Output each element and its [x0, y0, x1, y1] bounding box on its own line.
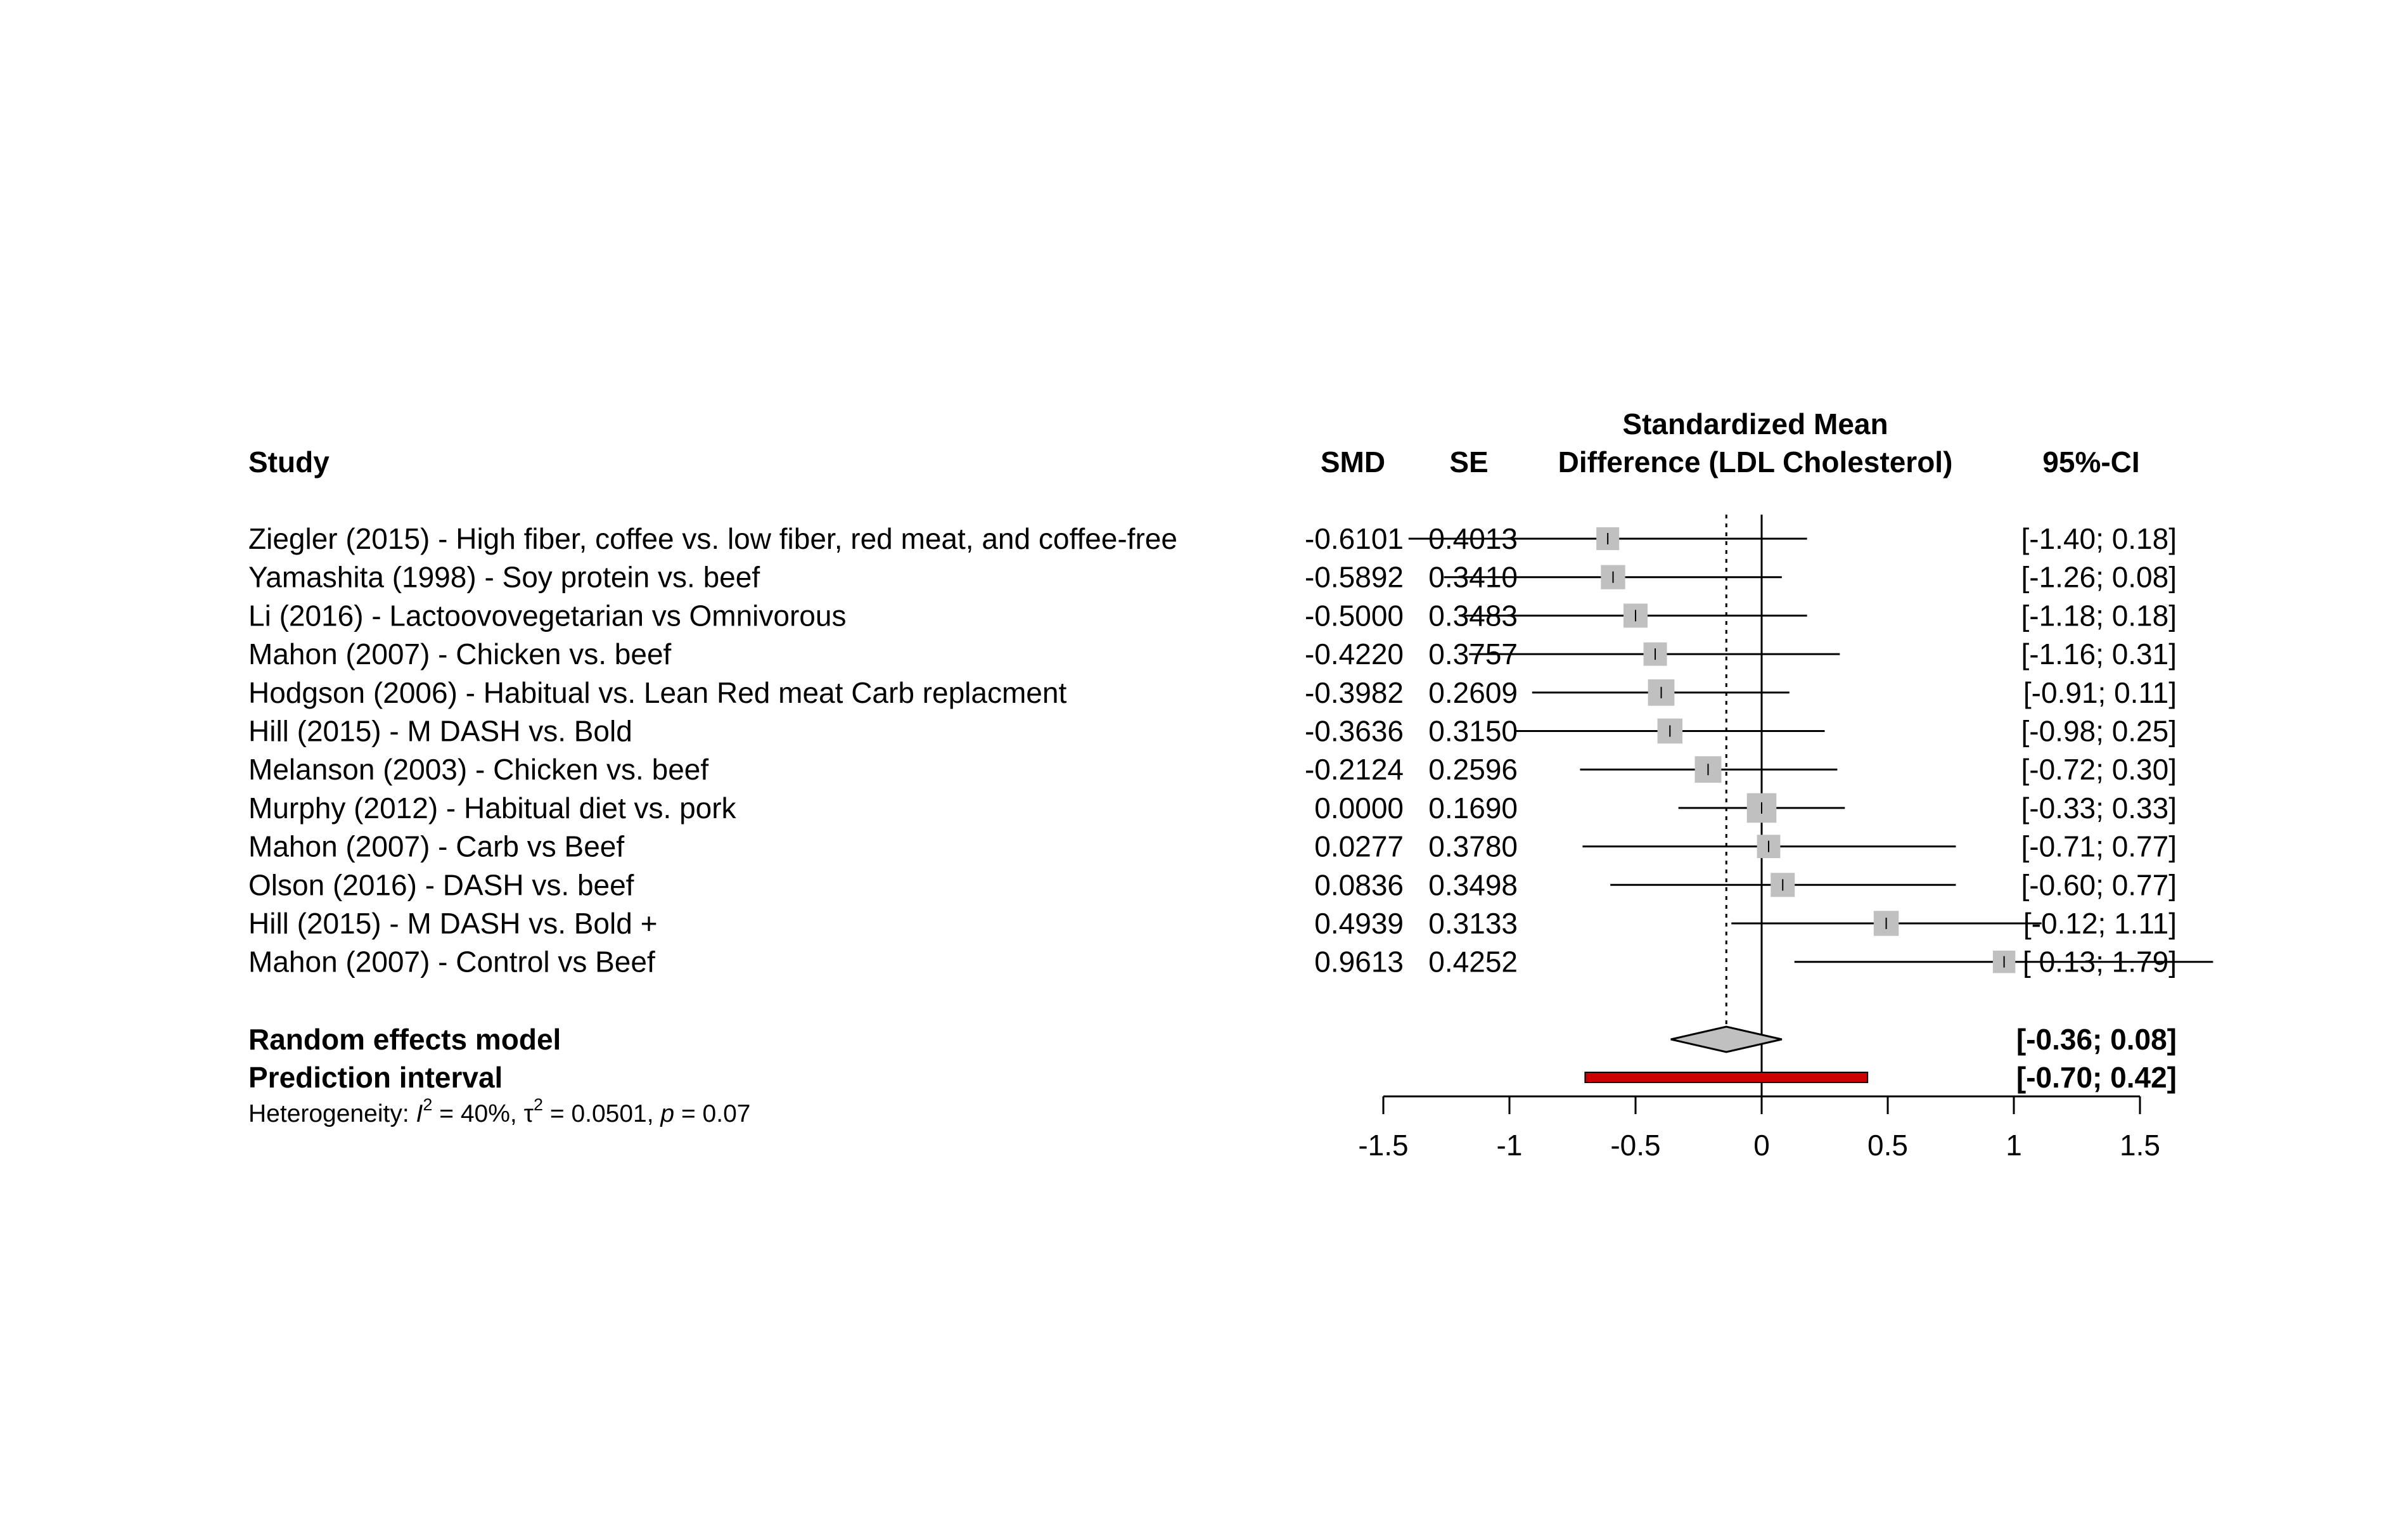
study-smd: -0.2124 [1304, 753, 1404, 786]
study-se: 0.2596 [1428, 753, 1518, 786]
study-ci: [ 0.13; 1.79] [2023, 945, 2177, 979]
x-axis-tick-label: -1.5 [1358, 1129, 1409, 1162]
x-axis-tick-label: -0.5 [1610, 1129, 1661, 1162]
heterogeneity-text [248, 1095, 750, 1127]
study-label: Mahon (2007) - Control vs Beef [248, 945, 655, 979]
study-smd: -0.3982 [1304, 676, 1404, 709]
study-se: 0.2609 [1428, 676, 1518, 709]
study-smd: -0.5000 [1304, 599, 1404, 632]
study-se: 0.3498 [1428, 868, 1518, 902]
study-se: 0.3780 [1428, 830, 1518, 863]
study-label: Ziegler (2015) - High fiber, coffee vs. low fiber, red meat, and coffee-free [248, 522, 1177, 555]
study-ci: [-0.12; 1.11] [2023, 907, 2177, 940]
het-p-symbol: p [660, 1100, 675, 1127]
study-se: 0.3483 [1428, 599, 1518, 632]
prediction-interval-label: Prediction interval [248, 1061, 503, 1094]
x-axis [1358, 1096, 2160, 1162]
header-se: SE [1449, 446, 1489, 478]
study-label: Melanson (2003) - Chicken vs. beef [248, 753, 709, 786]
study-smd: -0.6101 [1304, 522, 1404, 555]
header-study: Study [248, 446, 330, 478]
study-label: Olson (2016) - DASH vs. beef [248, 868, 634, 902]
study-se: 0.3757 [1428, 638, 1518, 671]
header-effect-line1: Standardized Mean [1622, 408, 1888, 440]
study-ci: [-1.16; 0.31] [2021, 638, 2177, 671]
random-effects-ci: [-0.36; 0.08] [2016, 1023, 2177, 1056]
study-ci: [-0.98; 0.25] [2021, 714, 2177, 748]
prediction-interval-ci: [-0.70; 0.42] [2016, 1061, 2177, 1094]
study-smd: 0.0836 [1314, 868, 1404, 902]
study-se: 0.1690 [1428, 791, 1518, 825]
study-smd: 0.0000 [1314, 791, 1404, 825]
study-label: Yamashita (1998) - Soy protein vs. beef [248, 560, 760, 594]
study-label: Hill (2015) - M DASH vs. Bold + [248, 907, 658, 940]
header-smd: SMD [1320, 446, 1386, 478]
summary-rows [248, 1023, 2177, 1094]
random-effects-diamond [1671, 1027, 1782, 1052]
study-ci: [-0.33; 0.33] [2021, 791, 2177, 825]
het-i2-symbol: I [416, 1100, 423, 1127]
het-i2-sup: 2 [423, 1095, 433, 1114]
study-smd: 0.0277 [1314, 830, 1404, 863]
het-prefix: Heterogeneity: [248, 1100, 416, 1127]
study-se: 0.4252 [1428, 945, 1518, 979]
study-smd: 0.4939 [1314, 907, 1404, 940]
study-se: 0.4013 [1428, 522, 1518, 555]
x-axis-tick-label: 0.5 [1867, 1129, 1908, 1162]
study-ci: [-0.71; 0.77] [2021, 830, 2177, 863]
x-axis-tick-label: 1 [2006, 1129, 2022, 1162]
het-tau-symbol: τ [523, 1100, 534, 1127]
x-axis-tick-label: -1 [1496, 1129, 1523, 1162]
study-label: Hodgson (2006) - Habitual vs. Lean Red meat Carb replacment [248, 676, 1067, 709]
study-se: 0.3150 [1428, 714, 1518, 748]
header-effect-line2: Difference (LDL Cholesterol) [1558, 446, 1953, 478]
random-effects-label: Random effects model [248, 1023, 561, 1056]
prediction-interval-bar [1585, 1072, 1867, 1082]
het-tau-value: = 0.0501, [543, 1100, 661, 1127]
study-smd: -0.4220 [1304, 638, 1404, 671]
x-axis-tick-label: 0 [1753, 1129, 1770, 1162]
column-headers [248, 408, 2140, 478]
study-se: 0.3410 [1428, 560, 1518, 594]
study-smd: -0.5892 [1304, 560, 1404, 594]
study-ci: [-1.40; 0.18] [2021, 522, 2177, 555]
study-label: Li (2016) - Lactoovovegetarian vs Omnivorous [248, 599, 847, 632]
study-label: Murphy (2012) - Habitual diet vs. pork [248, 791, 736, 825]
study-smd: -0.3636 [1304, 714, 1404, 748]
study-label: Mahon (2007) - Chicken vs. beef [248, 638, 672, 671]
study-ci: [-1.26; 0.08] [2021, 560, 2177, 594]
study-label: Hill (2015) - M DASH vs. Bold [248, 714, 632, 748]
study-ci: [-1.18; 0.18] [2021, 599, 2177, 632]
het-tau-sup: 2 [533, 1095, 543, 1114]
het-i2-value: = 40%, [432, 1100, 524, 1127]
study-label: Mahon (2007) - Carb vs Beef [248, 830, 625, 863]
header-ci: 95%-CI [2042, 446, 2140, 478]
x-axis-tick-label: 1.5 [2120, 1129, 2160, 1162]
study-ci: [-0.60; 0.77] [2021, 868, 2177, 902]
study-smd: 0.9613 [1314, 945, 1404, 979]
study-ci: [-0.91; 0.11] [2023, 676, 2177, 709]
study-rows [248, 522, 2177, 979]
study-ci: [-0.72; 0.30] [2021, 753, 2177, 786]
het-p-value: = 0.07 [674, 1100, 751, 1127]
study-se: 0.3133 [1428, 907, 1518, 940]
